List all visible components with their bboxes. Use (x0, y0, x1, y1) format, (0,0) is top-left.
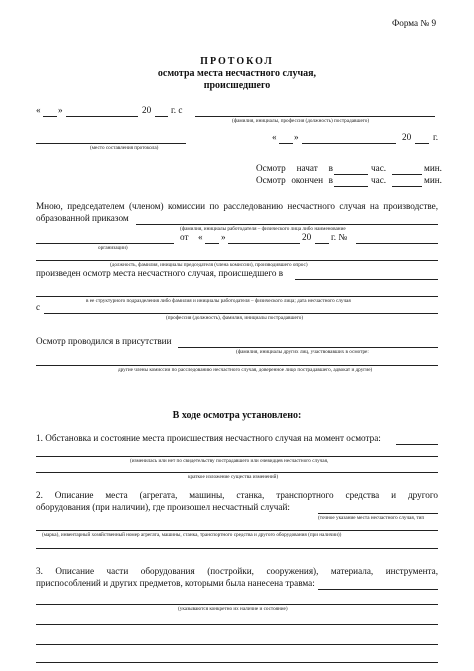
from-label: от (180, 232, 189, 242)
item-1-field[interactable] (396, 444, 438, 445)
quote-close: » (221, 232, 226, 242)
caption-item-2: (точное указание места несчастного случая, тип (318, 515, 425, 521)
year-field[interactable] (155, 116, 168, 117)
caption-item-3: (указываются конкретно их наличие и состояние) (178, 606, 288, 612)
year-field[interactable] (415, 143, 429, 144)
item-1-field-3[interactable] (36, 472, 438, 473)
title-subline: осмотра места несчастного случая, (157, 68, 317, 79)
caption-item-1: (изменилась или нет по свидетельству пострадавшего или очевидцев несчастного случая, (130, 458, 329, 464)
year-prefix: 20 (402, 132, 412, 142)
caption-other-members: другие члены комиссии по расследованию несчастного случая, доверенное лицо пострадавшего, адвокат и другие) (118, 367, 373, 373)
produced-place-field[interactable] (295, 279, 438, 280)
year-suffix: г. с (171, 105, 183, 115)
intro-line-1: Мною, председателем (членом) комиссии по расследованию несчастного случая на производстве, (36, 201, 438, 211)
year-suffix: г. № (331, 232, 348, 242)
produced-line: произведен осмотр места несчастного случая, происшедшего в (36, 268, 284, 278)
caption-item-1-changes: краткое изложение существа изменений) (188, 474, 279, 480)
presence-field-2[interactable] (36, 365, 438, 366)
caption-position: (должность, фамилия, инициалы председателя (члена комиссии), производившего опрос) (110, 262, 308, 268)
caption-profession: (профессия (должность), фамилия, инициалы пострадавшего) (166, 315, 304, 321)
item-1-field-2[interactable] (36, 456, 438, 457)
caption-organization: организации) (98, 245, 128, 251)
quote-open: « (272, 132, 277, 142)
quote-close: » (294, 132, 299, 142)
item-1-line: 1. Обстановка и состояние места происшествия несчастного случая на момент осмотра: (36, 433, 381, 443)
title-subline-2: происшедшего (203, 80, 271, 91)
inspection-end-label: Осмотр окончен в (256, 175, 333, 185)
hours-unit: час. (371, 163, 387, 173)
day-field[interactable] (205, 243, 219, 244)
caption-item-2-equipment: (марка), инвентарный хозяйственный номер агрегата, машины, станка, транспортного средства и другого оборудования (при наличии)) (42, 532, 342, 538)
item-3-field-5[interactable] (36, 662, 438, 663)
presence-line: Осмотр проводился в присутствии (36, 336, 172, 346)
order-number-field[interactable] (356, 243, 438, 244)
item-2-line-1: 2. Описание места (агрегата, машины, станка, транспортного средства и другого (36, 490, 438, 500)
victim-field[interactable] (195, 116, 435, 117)
item-3-line-1: 3. Описание части оборудования (постройки, сооружения), материала, инструмента, (36, 566, 438, 576)
month-field[interactable] (66, 116, 138, 117)
caption-structure: в ее структурного подразделения либо фамилия и инициалы работодателя – физического лица; дата несчастного случая (86, 298, 351, 304)
item-3-field-4[interactable] (36, 644, 438, 645)
protocol-place-field[interactable] (36, 143, 186, 144)
organization-field[interactable] (36, 243, 174, 244)
quote-open: « (198, 232, 203, 242)
year-suffix: г. (433, 132, 439, 142)
quote-close: » (58, 105, 63, 115)
caption-employer: (фамилия, инициалы работодателя – физического лица либо наименование (180, 226, 346, 232)
day-field[interactable] (43, 116, 57, 117)
year-prefix: 20 (302, 232, 312, 242)
item-2-field-3[interactable] (36, 548, 438, 549)
caption-protocol-place: (место составления протокола) (90, 145, 159, 151)
item-2-field-2[interactable] (36, 530, 438, 531)
hours-unit: час. (371, 175, 387, 185)
form-number: Форма № 9 (392, 18, 437, 28)
quote-open: « (36, 105, 41, 115)
item-3-field[interactable] (318, 589, 438, 590)
victim-profession-field[interactable] (44, 313, 438, 314)
minutes-unit: мин. (424, 163, 442, 173)
inspection-start-label: Осмотр начат в (256, 163, 333, 173)
year-field[interactable] (315, 243, 329, 244)
item-3-line-2: приспособлений и других предметов, которыми была нанесена травма: (36, 578, 315, 588)
item-2-line-2: оборудования (при наличии), где произошел несчастный случай: (36, 502, 290, 512)
intro-line-2: образованной приказом (36, 213, 129, 223)
month-field[interactable] (302, 143, 396, 144)
order-field[interactable] (136, 224, 438, 225)
item-2-field[interactable] (318, 513, 438, 514)
established-heading: В ходе осмотра установлено: (172, 410, 302, 421)
start-hours-field[interactable] (334, 174, 368, 175)
caption-victim: (фамилия, инициалы, профессия (должность) пострадавшего) (232, 118, 370, 124)
item-3-field-2[interactable] (36, 604, 438, 605)
accident-date-field[interactable] (36, 296, 438, 297)
with-label: с (36, 302, 41, 312)
month-field[interactable] (228, 243, 300, 244)
year-prefix: 20 (142, 105, 152, 115)
caption-presence: (фамилия, инициалы других лиц, участвовавших в осмотре: (236, 349, 369, 355)
chairman-field[interactable] (36, 260, 438, 261)
end-minutes-field[interactable] (392, 186, 422, 187)
start-minutes-field[interactable] (392, 174, 422, 175)
item-3-field-3[interactable] (36, 624, 438, 625)
title-protocol: ПРОТОКОЛ (200, 56, 274, 67)
end-hours-field[interactable] (334, 186, 368, 187)
presence-field[interactable] (178, 347, 438, 348)
minutes-unit: мин. (424, 175, 442, 185)
day-field[interactable] (279, 143, 293, 144)
